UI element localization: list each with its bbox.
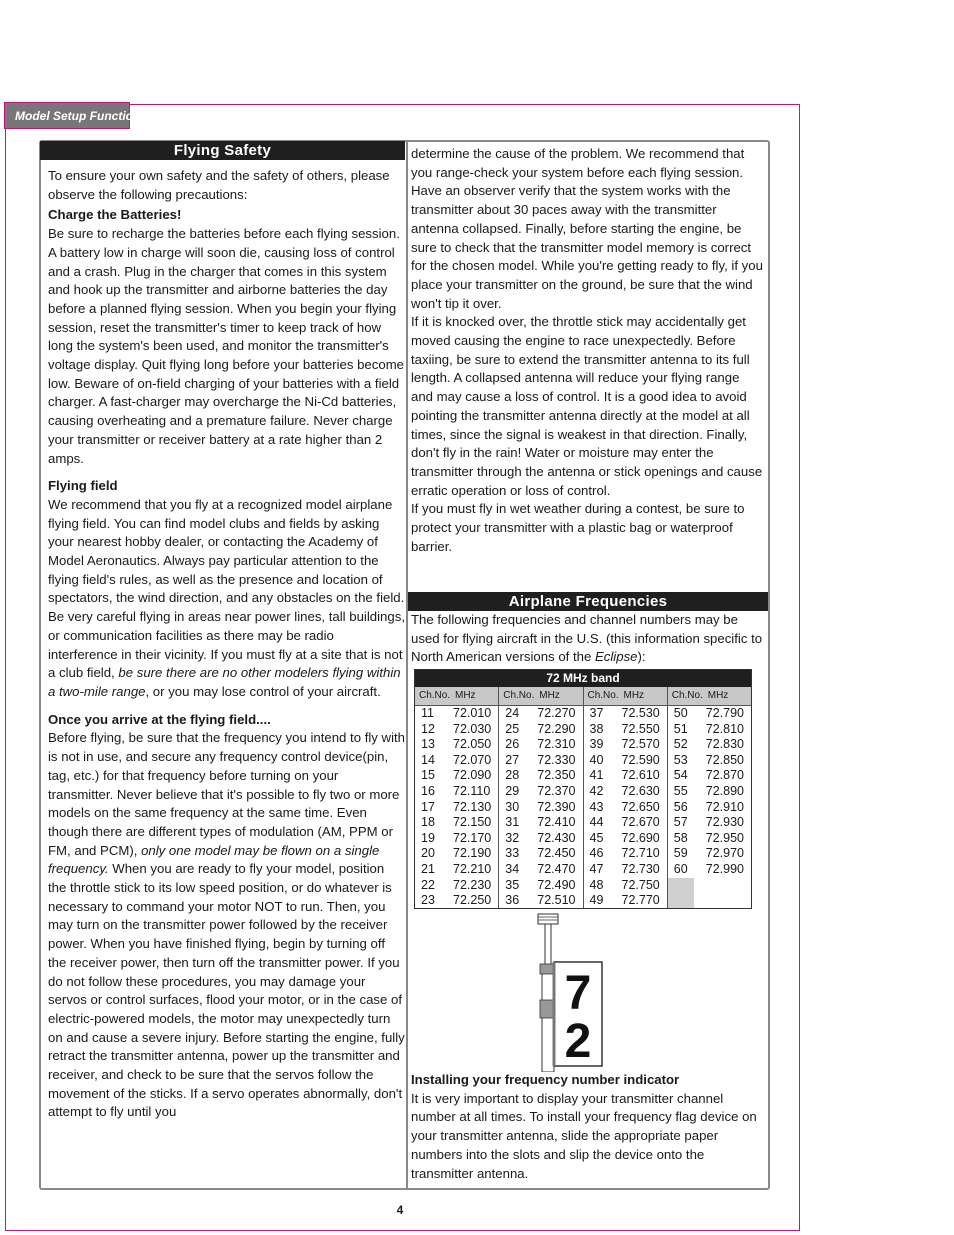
channel-number: 11 (421, 706, 434, 720)
frequency-intro (411, 611, 763, 667)
left-column (48, 167, 405, 1122)
channel-number: 12 (421, 721, 435, 736)
frequency-row (668, 784, 751, 800)
frequency-row (584, 722, 667, 738)
frequency-mhz: 72.030 (453, 721, 492, 736)
channel-number: 29 (505, 783, 520, 798)
arrive-paragraph (48, 729, 405, 1122)
frequency-row (499, 737, 582, 753)
frequency-mhz: 72.290 (537, 721, 576, 736)
frequency-mhz: 72.390 (537, 799, 576, 814)
frequency-column (498, 687, 582, 908)
frequency-row (415, 768, 498, 784)
frequency-row (584, 800, 667, 816)
channel-number: 37 (589, 706, 604, 720)
frequency-row (415, 878, 498, 894)
field-end: , or you may lose control of your aircraft. (145, 683, 381, 699)
frequency-mhz: 72.110 (453, 783, 491, 798)
frequency-row (584, 737, 667, 753)
mhz-header: MHz (455, 690, 476, 701)
channel-number: 44 (589, 815, 604, 830)
channel-number: 20 (421, 846, 435, 861)
channel-number: 26 (505, 737, 520, 752)
frequency-row (584, 706, 667, 722)
channel-number: 38 (589, 721, 604, 736)
column-divider (406, 140, 408, 1190)
channel-number: 55 (673, 783, 688, 798)
frequency-row (415, 737, 498, 753)
frequency-row (668, 815, 751, 831)
channel-number: 57 (673, 815, 688, 830)
channel-number: 13 (421, 737, 435, 752)
frequency-row (668, 722, 751, 738)
frequency-mhz: 72.670 (621, 815, 660, 830)
frequency-mhz: 72.310 (537, 737, 576, 752)
frequency-row (584, 878, 667, 894)
indicator-section (411, 1071, 763, 1183)
channel-number: 27 (505, 752, 520, 767)
channel-number: 39 (589, 737, 604, 752)
frequency-row (668, 862, 751, 878)
channel-number: 15 (421, 768, 435, 783)
channel-number: 35 (505, 877, 520, 892)
frequency-row (668, 846, 751, 862)
channel-number: 28 (505, 768, 520, 783)
channel-number: 17 (421, 799, 435, 814)
frequency-row (415, 893, 498, 909)
frequency-mhz: 72.710 (621, 846, 660, 861)
mhz-header: MHz (623, 690, 645, 701)
channel-number: 47 (589, 861, 604, 876)
frequency-mhz: 72.610 (621, 768, 660, 783)
channel-header: Ch.No. (419, 690, 451, 701)
frequency-mhz: 72.370 (537, 783, 576, 798)
freq-intro-end: ): (637, 649, 646, 665)
channel-number: 19 (421, 830, 435, 845)
channel-number: 36 (505, 893, 520, 908)
channel-number: 53 (673, 752, 688, 767)
frequency-row (415, 800, 498, 816)
frequency-row (415, 862, 498, 878)
section-tab: Model Setup Functions (4, 102, 130, 129)
frequency-mhz: 72.990 (705, 861, 744, 876)
charge-title: Charge the Batteries! (48, 207, 182, 223)
flag-digit-bottom: 2 (564, 1015, 592, 1068)
frequency-mhz: 72.730 (621, 861, 660, 876)
channel-header: Ch.No. (503, 690, 535, 701)
frequency-row (499, 768, 582, 784)
channel-number: 24 (505, 706, 520, 720)
channel-number: 30 (505, 799, 520, 814)
channel-number: 52 (673, 737, 688, 752)
frequency-mhz: 72.550 (621, 721, 660, 736)
channel-header: Ch.No. (587, 690, 619, 701)
frequency-mhz: 72.330 (537, 752, 576, 767)
frequency-mhz: 72.190 (453, 846, 492, 861)
frequency-mhz: 72.230 (453, 877, 492, 892)
frequency-table (414, 669, 752, 909)
frequency-column-header (668, 687, 751, 706)
airplane-frequencies-heading: Airplane Frequencies (408, 592, 768, 611)
channel-number: 31 (505, 815, 520, 830)
channel-number: 21 (421, 861, 435, 876)
intro-text: To ensure your own safety and the safety of others, please observe the following precautions: (48, 168, 390, 202)
frequency-mhz: 72.630 (621, 783, 660, 798)
arrive-italic: only one model may be flown on a single frequency. (48, 842, 380, 877)
flag-digit-top: 7 (564, 967, 592, 1020)
flying-safety-heading: Flying Safety (40, 141, 405, 160)
mhz-header: MHz (707, 690, 729, 701)
field-title: Flying field (48, 478, 118, 494)
frequency-mhz: 72.150 (453, 815, 492, 830)
channel-number: 22 (421, 877, 435, 892)
frequency-flag-illustration (520, 912, 610, 1072)
frequency-row (499, 846, 582, 862)
channel-number: 60 (673, 861, 688, 876)
frequency-row (584, 831, 667, 847)
frequency-table-title: 72 MHz band (415, 670, 751, 687)
continued-text-3: If you must fly in wet weather during a contest, be sure to protect your transmitter with a plastic bag or waterproof barrier. (411, 501, 745, 554)
channel-number: 56 (673, 799, 688, 814)
frequency-row (668, 831, 751, 847)
frequency-mhz: 72.130 (453, 799, 492, 814)
frequency-mhz: 72.950 (705, 830, 744, 845)
frequency-column-header (415, 687, 498, 706)
channel-number: 43 (589, 799, 604, 814)
channel-number: 34 (505, 861, 520, 876)
right-column-top (411, 145, 763, 556)
frequency-mhz: 72.930 (705, 815, 744, 830)
frequency-row (668, 800, 751, 816)
frequency-mhz: 72.450 (537, 846, 576, 861)
arrive-text: Before flying, be sure that the frequency you intend to fly with is not in use, and secure any frequency control device(pin, tag, etc.) for that frequency before turning on your transmitter. Never believe that it's possible to fly two or more models on the same frequency at the same time. Even though there are different types of modulation (AM, PPM or FM, and PCM), (48, 730, 406, 858)
frequency-mhz: 72.590 (621, 752, 660, 767)
freq-intro-italic: Eclipse (594, 649, 638, 665)
field-italic: be sure there are no other modelers flying within a two-mile range (48, 665, 401, 699)
frequency-mhz: 72.870 (705, 768, 744, 783)
frequency-row (415, 815, 498, 831)
channel-number: 33 (505, 846, 520, 861)
channel-number: 49 (589, 893, 604, 908)
frequency-row (499, 831, 582, 847)
frequency-mhz: 72.270 (537, 706, 576, 720)
frequency-mhz: 72.090 (453, 768, 492, 783)
arrive-end: When you are ready to fly your model, position the throttle stick to its low speed position, or do whatever is necessary to command your motor NOT to run. Then, you may turn on the transmitter power followed by the receiver power. When you have finished flying, begin by turning off the receiver power, then turn off the transmitter power. If you do not follow these procedures, you may damage your servos or control surfaces, flood your motor, or in the case of electric-powered models, the motor may unexpectedly turn on and cause a severe injury. Before starting the engine, fully retract the transmitter antenna, power up the transmitter and receiver, and check to be sure that the servos follow the movement of the sticks. If a servo operates abnormally, don't attempt to fly until you (48, 861, 405, 1120)
frequency-row (499, 878, 582, 894)
empty-cell-fill (668, 878, 694, 908)
frequency-row (668, 737, 751, 753)
frequency-mhz: 72.170 (453, 830, 492, 845)
channel-number: 42 (589, 783, 604, 798)
frequency-mhz: 72.470 (537, 861, 576, 876)
frequency-mhz: 72.690 (621, 830, 660, 845)
frequency-column (415, 687, 498, 908)
frequency-mhz: 72.890 (705, 783, 744, 798)
frequency-mhz: 72.250 (453, 893, 492, 908)
frequency-row (499, 784, 582, 800)
frequency-mhz: 72.830 (705, 737, 744, 752)
frequency-column (667, 687, 751, 908)
continued-text-2: If it is knocked over, the throttle stick may accidentally get moved causing the engine to race unexpectedly. Before taxiing, be sure to extend the transmitter antenna to its full length. A collapsed antenna will reduce your flying range and may cause a loss of control. It is a good idea to avoid pointing the transmitter antenna directly at the model at all times, since the signal is weakest in that direction. Finally, don't fly in the rain! Water or moisture may enter the transmitter through the antenna or stick openings and cause erratic operation or loss of control. (411, 314, 763, 498)
frequency-mhz: 72.010 (453, 706, 492, 720)
frequency-row (584, 893, 667, 909)
page-number: 4 (396, 1203, 404, 1217)
field-paragraph (48, 496, 405, 702)
frequency-row (668, 753, 751, 769)
arrive-title: Once you arrive at the flying field.... (48, 711, 271, 727)
frequency-mhz: 72.790 (705, 706, 744, 720)
frequency-row (584, 784, 667, 800)
frequency-mhz: 72.350 (537, 768, 576, 783)
frequency-row (668, 706, 751, 722)
frequency-row (499, 753, 582, 769)
frequency-mhz: 72.970 (705, 846, 744, 861)
channel-number: 25 (505, 721, 520, 736)
frequency-mhz: 72.750 (621, 877, 660, 892)
frequency-row (499, 815, 582, 831)
frequency-mhz: 72.210 (453, 861, 492, 876)
frequency-mhz: 72.490 (537, 877, 576, 892)
frequency-row (415, 784, 498, 800)
frequency-row (499, 862, 582, 878)
frequency-columns (415, 687, 751, 908)
channel-number: 40 (589, 752, 604, 767)
mhz-header: MHz (539, 690, 560, 701)
continued-text-1: determine the cause of the problem. We recommend that you range-check your system before each flying session. Have an observer verify that the system works with the transmitter about 30 paces away with the transmitter antenna collapsed. Finally, before starting the engine, be sure to check that the transmitter model memory is correct for the chosen model. While you're getting ready to fly, if you place your transmitter on the ground, be sure that the wind won't tip it over. (411, 146, 763, 311)
frequency-mhz: 72.530 (621, 706, 660, 720)
frequency-row (499, 800, 582, 816)
channel-number: 59 (673, 846, 688, 861)
channel-number: 16 (421, 783, 435, 798)
frequency-column (583, 687, 667, 908)
channel-number: 58 (673, 830, 688, 845)
frequency-row (584, 753, 667, 769)
channel-number: 51 (673, 721, 688, 736)
frequency-row (584, 846, 667, 862)
frequency-column-header (584, 687, 667, 706)
channel-number: 14 (421, 752, 435, 767)
channel-number: 48 (589, 877, 604, 892)
channel-number: 54 (673, 768, 688, 783)
frequency-row (499, 722, 582, 738)
frequency-mhz: 72.410 (537, 815, 576, 830)
frequency-mhz: 72.070 (453, 752, 492, 767)
freq-intro-text: The following frequencies and channel numbers may be used for flying aircraft in the U.S. (this information specific to North American versions of the (411, 612, 763, 665)
frequency-row (415, 706, 498, 722)
frequency-row (499, 893, 582, 909)
frequency-row (415, 846, 498, 862)
number-flag (554, 962, 602, 1068)
frequency-row (584, 768, 667, 784)
indicator-title: Installing your frequency number indicator (411, 1072, 680, 1087)
frequency-mhz: 72.850 (705, 752, 744, 767)
charge-text: Be sure to recharge the batteries before each flying session. A battery low in charge will soon die, causing loss of control and a crash. Plug in the charger that comes in this system and hook up the transmitter and airborne batteries the day before a planned flying session. When you begin your flying session, reset the transmitter's timer to keep track of how long the system's been used, and monitor the transmitter's voltage display. Quit flying long before your batteries become low. Beware of on-field charging of your batteries with a field charger. A fast-charger may overcharge the Ni-Cd batteries, causing overheating and a premature failure. Never charge your transmitter or receiver battery at a rate higher than 2 amps. (48, 226, 405, 466)
channel-number: 46 (589, 846, 604, 861)
channel-number: 41 (589, 768, 604, 783)
frequency-column-header (499, 687, 582, 706)
indicator-text: It is very important to display your transmitter channel number at all times. To install your frequency flag device on your transmitter antenna, slide the appropriate paper numbers into the slots and slip the device onto the transmitter antenna. (411, 1090, 757, 1181)
frequency-mhz: 72.650 (621, 799, 660, 814)
frequency-mhz: 72.570 (621, 737, 660, 752)
frequency-mhz: 72.510 (537, 893, 576, 908)
frequency-mhz: 72.910 (705, 799, 744, 814)
frequency-row (668, 768, 751, 784)
frequency-mhz: 72.810 (705, 721, 744, 736)
frequency-row (415, 722, 498, 738)
frequency-row (584, 815, 667, 831)
channel-number: 32 (505, 830, 520, 845)
frequency-mhz: 72.770 (621, 893, 660, 908)
channel-number: 50 (673, 706, 688, 720)
frequency-row (415, 753, 498, 769)
frequency-row (584, 862, 667, 878)
frequency-mhz: 72.050 (453, 737, 492, 752)
channel-number: 45 (589, 830, 604, 845)
frequency-row (499, 706, 582, 722)
frequency-row (415, 831, 498, 847)
frequency-mhz: 72.430 (537, 830, 576, 845)
channel-number: 18 (421, 815, 435, 830)
field-text: We recommend that you fly at a recognized model airplane flying field. You can find model clubs and fields by asking your nearest hobby dealer, or contacting the Academy of Model Aeronautics. Always pay particular attention to the flying field's rules, as well as the presence and location of spectators, the wind direction, and any obstacles on the field. Be very careful flying in areas near power lines, tall buildings, or communication facilities as there may be radio interference in their vicinity. If you must fly at a site that is not a club field, (48, 496, 405, 681)
channel-header: Ch.No. (671, 690, 703, 701)
channel-number: 23 (421, 893, 435, 908)
